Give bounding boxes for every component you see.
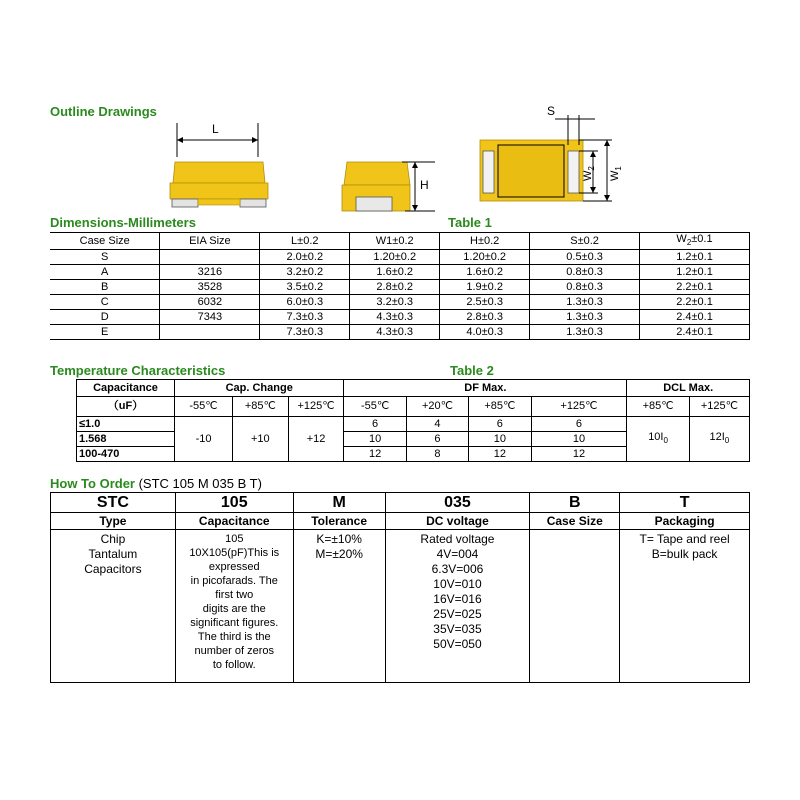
cap-range: ≤1.0 (77, 417, 175, 432)
cell: 1.2±0.1 (640, 250, 750, 265)
cell: 4.0±0.3 (440, 325, 530, 340)
df-value: 6 (469, 417, 531, 432)
packaging-description: T= Tape and reel B=bulk pack (620, 530, 750, 683)
cell: 2.4±0.1 (640, 325, 750, 340)
cell: 2.5±0.3 (440, 295, 530, 310)
cell: 1.3±0.3 (530, 295, 640, 310)
cell: A (50, 265, 160, 280)
df-value: 12 (531, 447, 627, 462)
code-tolerance: M (293, 493, 385, 513)
cell: 1.6±0.2 (440, 265, 530, 280)
temp-header: +85℃ (627, 397, 689, 417)
table2-label: Table 2 (450, 363, 494, 378)
table-header-row (50, 233, 750, 250)
df-value: 10 (531, 432, 627, 447)
cell: 1.3±0.3 (530, 325, 640, 340)
label-packaging: Packaging (620, 513, 750, 530)
dimensions-title: Dimensions-Millimeters (50, 215, 196, 230)
cap-change-value: +12 (288, 417, 344, 462)
cap-change-value: +10 (232, 417, 288, 462)
table-row (50, 325, 750, 340)
col-header: S±0.2 (530, 233, 640, 250)
outline-drawings (150, 104, 770, 215)
cell (160, 250, 260, 265)
temp-header: -55℃ (344, 397, 406, 417)
svg-text:W2 (582, 166, 596, 181)
temperature-table (76, 379, 750, 462)
df-value: 8 (406, 447, 468, 462)
chip-top-view (480, 104, 623, 201)
code-type: STC (51, 493, 176, 513)
cell: 1.20±0.2 (440, 250, 530, 265)
temp-header: +85℃ (469, 397, 531, 417)
df-value: 6 (531, 417, 627, 432)
dcl-value: $10I_0$ (627, 417, 689, 462)
temp-header: +125℃ (288, 397, 344, 417)
cell: 3.2±0.2 (260, 265, 350, 280)
code-case: B (530, 493, 620, 513)
temperature-title: Temperature Characteristics (50, 363, 226, 378)
voltage-description: Rated voltage 4V=004 6.3V=006 10V=010 16V=016 25V=025 35V=035 50V=050 (385, 530, 530, 683)
cell: 1.3±0.3 (530, 310, 640, 325)
label-tolerance: Tolerance (293, 513, 385, 530)
cell: 3216 (160, 265, 260, 280)
cell: 3.2±0.3 (350, 295, 440, 310)
col-header: Case Size (50, 233, 160, 250)
chip-height-view (342, 162, 435, 211)
df-value: 12 (469, 447, 531, 462)
cap-range: 100-470 (77, 447, 175, 462)
table1-label: Table 1 (448, 215, 492, 230)
df-value: 10 (469, 432, 531, 447)
outline-title: Outline Drawings (50, 104, 157, 119)
capacitance-description: 105 10X105(pF)This is expressed in picofarads. The first two digits are the significant figures. The third is the number of zeros to follow. (175, 530, 293, 683)
cap-range: 1.568 (77, 432, 175, 447)
col-header: EIA Size (160, 233, 260, 250)
label-H: H (420, 178, 429, 192)
table-row (50, 295, 750, 310)
order-table (50, 492, 750, 683)
table-row (50, 265, 750, 280)
cell: 2.4±0.1 (640, 310, 750, 325)
cell: B (50, 280, 160, 295)
label-W1: W (609, 170, 621, 181)
cell: 7.3±0.3 (260, 325, 350, 340)
code-packaging: T (620, 493, 750, 513)
cell: 2.2±0.1 (640, 295, 750, 310)
df-value: 4 (406, 417, 468, 432)
code-capacitance: 105 (175, 493, 293, 513)
tolerance-description: K=±10% M=±20% (293, 530, 385, 683)
cell: 4.3±0.3 (350, 325, 440, 340)
cell: C (50, 295, 160, 310)
cell: 6.0±0.3 (260, 295, 350, 310)
cell: 3.5±0.2 (260, 280, 350, 295)
temp-header: +85℃ (232, 397, 288, 417)
df-max-header: DF Max. (344, 380, 627, 397)
col-header: L±0.2 (260, 233, 350, 250)
cell (160, 325, 260, 340)
cell: 6032 (160, 295, 260, 310)
label-S: S (547, 104, 556, 118)
col-header: $W_2\pm 0.1$ (640, 233, 750, 250)
cell: D (50, 310, 160, 325)
order-example: (STC 105 M 035 B T) (134, 476, 262, 491)
cell: 7343 (160, 310, 260, 325)
df-value: 6 (406, 432, 468, 447)
df-value: 10 (344, 432, 406, 447)
dcl-value: $12I_0$ (689, 417, 749, 462)
cell: S (50, 250, 160, 265)
label-W1-sub: 1 (614, 166, 623, 171)
label-L: L (212, 122, 219, 136)
temp-header: -55℃ (175, 397, 233, 417)
order-heading (50, 476, 262, 491)
cell: 0.8±0.3 (530, 265, 640, 280)
df-value: 6 (344, 417, 406, 432)
cell: 0.8±0.3 (530, 280, 640, 295)
type-description: Chip Tantalum Capacitors (51, 530, 176, 683)
cell: 4.3±0.3 (350, 310, 440, 325)
cell: 7.3±0.3 (260, 310, 350, 325)
label-capacitance: Capacitance (175, 513, 293, 530)
cap-change-header: Cap. Change (175, 380, 344, 397)
code-voltage: 035 (385, 493, 530, 513)
temp-header: +125℃ (689, 397, 749, 417)
label-type: Type (51, 513, 176, 530)
cell: E (50, 325, 160, 340)
case-description (530, 530, 620, 683)
chip-length-view (170, 122, 268, 207)
cell: 2.8±0.2 (350, 280, 440, 295)
dcl-max-header: DCL Max. (627, 380, 750, 397)
label-case: Case Size (530, 513, 620, 530)
col-header: W1±0.2 (350, 233, 440, 250)
cell: 2.8±0.3 (440, 310, 530, 325)
table-row (50, 250, 750, 265)
capacitance-header: Capacitance (77, 380, 175, 397)
cell: 1.20±0.2 (350, 250, 440, 265)
cell: 1.6±0.2 (350, 265, 440, 280)
label-W2-sub: 2 (587, 166, 596, 171)
cell: 1.2±0.1 (640, 265, 750, 280)
label-W2: W (582, 170, 594, 181)
cell: 3528 (160, 280, 260, 295)
cell: 2.0±0.2 (260, 250, 350, 265)
order-title: How To Order (50, 476, 135, 491)
cell: 2.2±0.1 (640, 280, 750, 295)
cell: 1.9±0.2 (440, 280, 530, 295)
table-row (77, 417, 750, 432)
table-row (50, 310, 750, 325)
col-header: H±0.2 (440, 233, 530, 250)
capacitance-unit: （uF） (77, 397, 175, 417)
temp-header: +20℃ (406, 397, 468, 417)
cap-change-value: -10 (175, 417, 233, 462)
df-value: 12 (344, 447, 406, 462)
dimensions-table (50, 232, 750, 340)
table-row (50, 280, 750, 295)
cell: 0.5±0.3 (530, 250, 640, 265)
temp-header: +125℃ (531, 397, 627, 417)
svg-text:W1 (609, 166, 623, 181)
label-voltage: DC voltage (385, 513, 530, 530)
